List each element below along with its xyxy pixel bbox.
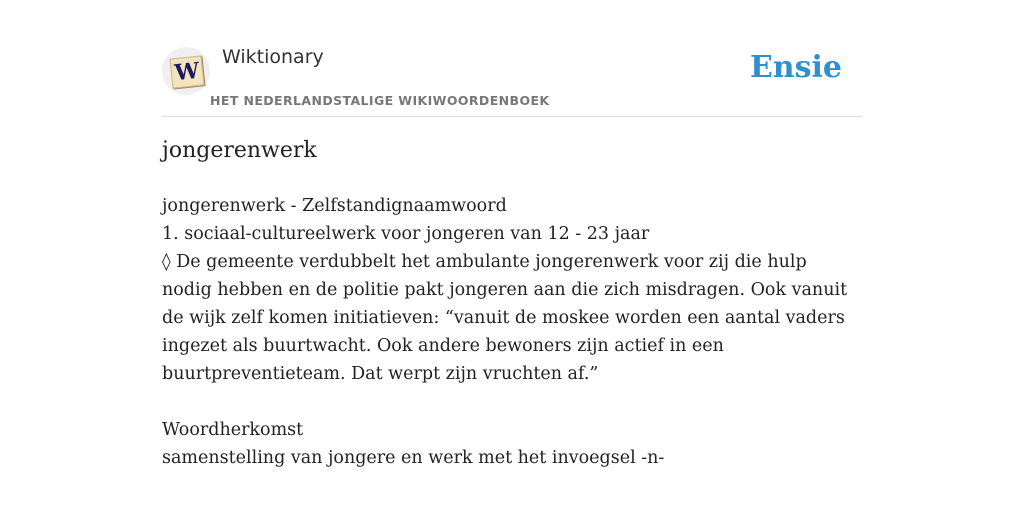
site-name[interactable]: Wiktionary [222, 46, 324, 68]
site-header [162, 40, 862, 117]
etymology-text: samenstelling van jongere en werk met het invoegsel -n- [162, 448, 665, 468]
page-title: jongerenwerk [162, 138, 317, 163]
logo-tile: W [170, 55, 205, 88]
entry-definition: 1. sociaal-cultureelwerk voor jongeren van 12 - 23 jaar [162, 224, 650, 244]
etymology-heading: Woordherkomst [162, 420, 304, 440]
ensie-brand-logo[interactable]: Ensie [749, 50, 842, 85]
entry-content [162, 192, 862, 472]
section-spacer [162, 388, 862, 416]
entry-heading: jongerenwerk - Zelfstandignaamwoord [162, 196, 507, 216]
site-tagline: HET NEDERLANDSTALIGE WIKIWOORDENBOEK [210, 93, 550, 108]
entry-example: ◊ De gemeente verdubbelt het ambulante jongerenwerk voor zij die hulp nodig hebben en de politie pakt jongeren aan die zich misdragen. Ook vanuit de wijk zelf komen initiatieven: “vanuit de moskee worden een aantal vaders ingezet als buurtwacht. Ook andere bewoners zijn actief in een buurtpreventieteam. Dat werpt zijn vruchten af.” [162, 252, 848, 384]
wiktionary-logo-icon[interactable] [162, 47, 210, 95]
